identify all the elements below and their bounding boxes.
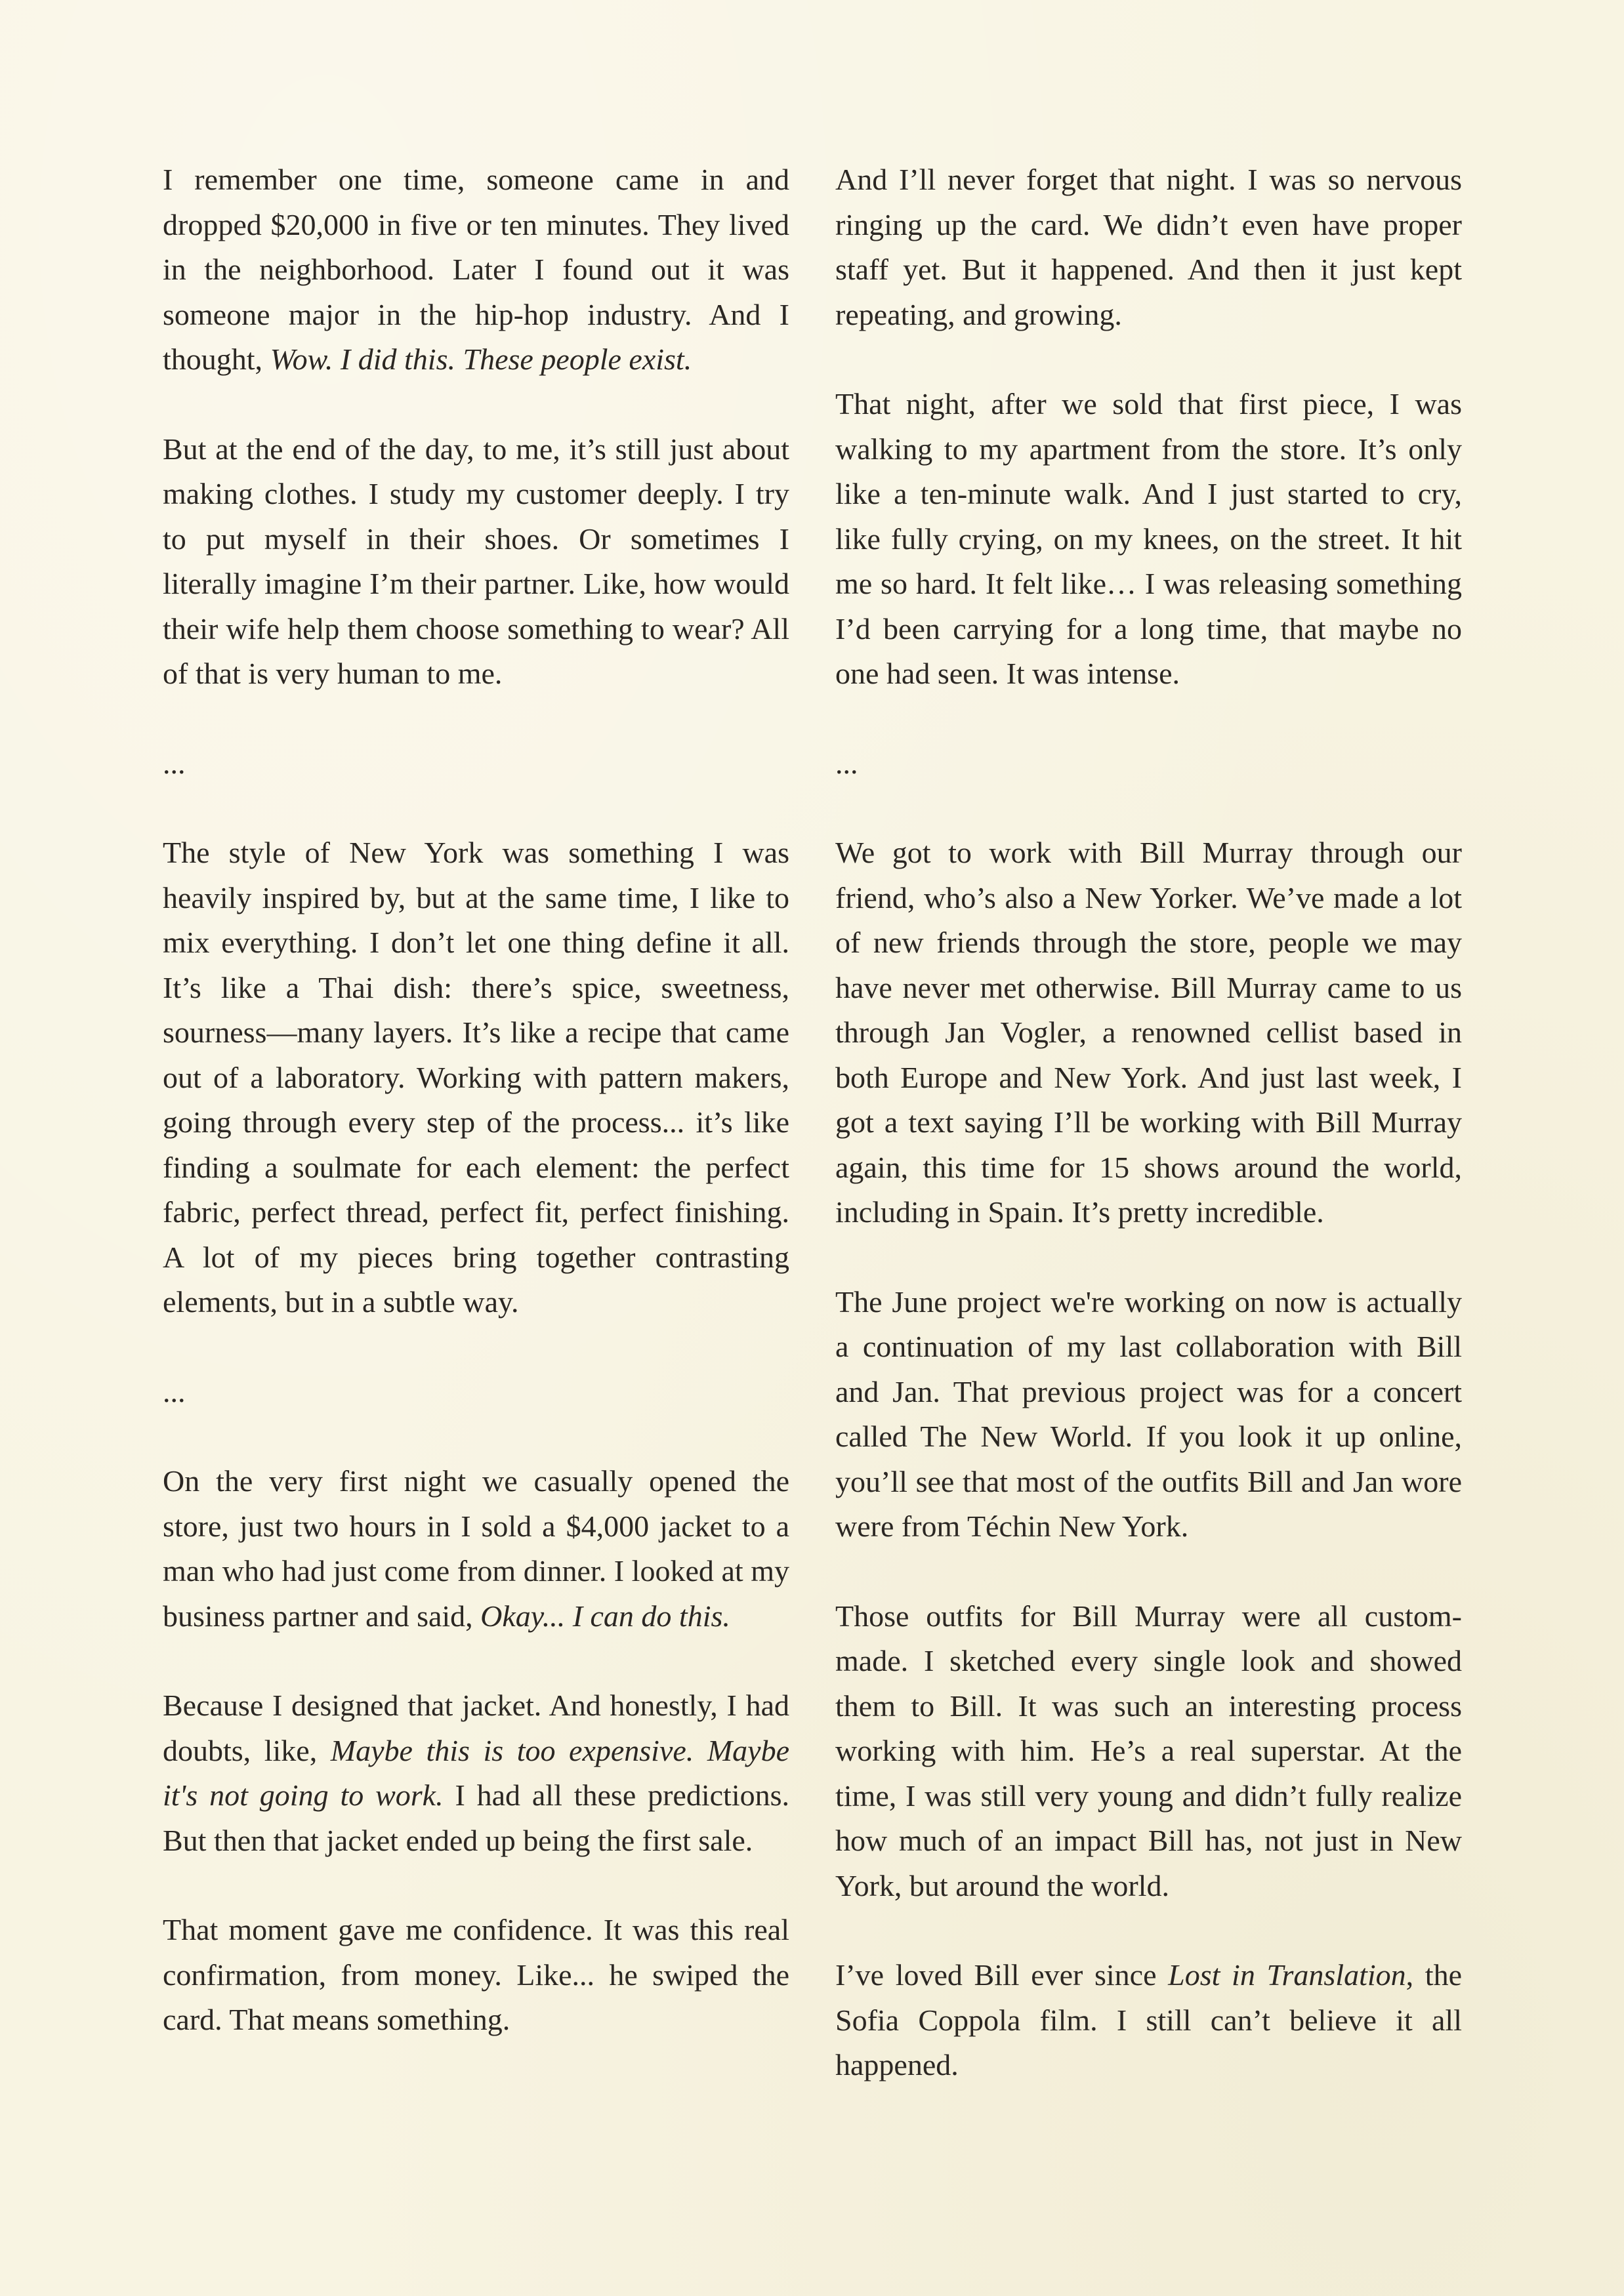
paragraph-text: I’ve loved Bill ever since	[835, 1958, 1169, 1992]
paragraph: And I’ll never forget that night. I was so nervous ringing up the card. We didn’t even have proper staff yet. But it happened. And then it just kept repeating, and growing.	[835, 163, 1462, 331]
paragraph	[163, 1459, 789, 1639]
paragraph: That night, after we sold that first piece, I was walking to my apartment from the store. It’s only like a ten-minute walk. And I just started to cry, like fully crying, on my knees, on the street. It hit me so hard. It felt like… I was releasing something I’d been carrying for a long time, that maybe no one had seen. It was intense.	[835, 387, 1462, 690]
paragraph: We got to work with Bill Murray through our friend, who’s also a New Yorker. We’ve made a lot of new friends through the store, people we may have never met otherwise. Bill Murray came to us through Jan Vogler, a renowned cellist based in both Europe and New York. And just last week, I got a text saying I’ll be working with Bill Murray again, this time for 15 shows around the world, including in Spain. It’s pretty incredible.	[835, 836, 1462, 1229]
left-column	[163, 157, 789, 2087]
paragraph-text: On the very first night we casually opened the store, just two hours in I sold a $4,000 jacket to a man who had just come from dinner. I looked at my business partner and said,	[163, 1464, 789, 1633]
section-break-ellipsis: ...	[163, 1374, 186, 1408]
paragraph	[163, 1683, 789, 1863]
italic-quote: Wow. I did this. These people exist.	[270, 342, 692, 376]
italic-quote: Maybe this is too expensive. Maybe it's not going to work.	[163, 1733, 789, 1812]
paragraph-text: Because I designed that jacket. And honestly, I had doubts, like,	[163, 1689, 789, 1767]
paragraph: That moment gave me confidence. It was this real confirmation, from money. Like... he swiped the card. That means something.	[163, 1913, 789, 2036]
paragraph-text: I remember one time, someone came in and dropped $20,000 in five or ten minutes. They lived in the neighborhood. Later I found out it was someone major in the hip-hop industry. And I thought,	[163, 163, 789, 376]
italic-quote: Okay... I can do this.	[480, 1599, 730, 1633]
paragraph: The June project we're working on now is actually a continuation of my last collaboration with Bill and Jan. That previous project was for a concert called The New World. If you look it up online, you’ll see that most of the outfits Bill and Jan wore were from Téchin New York.	[835, 1284, 1462, 1543]
right-column	[835, 157, 1462, 2133]
section-break-ellipsis: ...	[835, 746, 858, 780]
section-break-ellipsis: ...	[163, 746, 186, 780]
paragraph: But at the end of the day, to me, it’s still just about making clothes. I study my customer deeply. I try to put myself in their shoes. Or sometimes I literally imagine I’m their partner. Like, how would their wife help them choose something to wear? All of that is very human to me.	[163, 432, 789, 690]
paragraph-text: I had all these predictions. But then that jacket ended up being the first sale.	[163, 1778, 789, 1857]
paragraph: The style of New York was something I was heavily inspired by, but at the same time, I like to mix everything. I don’t let one thing define it all. It’s like a Thai dish: there’s spice, sweetness, sourness—many layers. It’s like a recipe that came out of a laboratory. Working with pattern makers, going through every step of the process... it’s like finding a soulmate for each element: the perfect fabric, perfect thread, perfect fit, perfect finishing. A lot of my pieces bring together contrasting elements, but in a subtle way.	[163, 836, 789, 1319]
paragraph: Those outfits for Bill Murray were all custom-made. I sketched every single look and showed them to Bill. It was such an interesting process working with him. He’s a real superstar. At the time, I was still very young and didn’t fully realize how much of an impact Bill has, not just in New York, but around the world.	[835, 1599, 1462, 1902]
paragraph-text: , the Sofia Coppola film. I still can’t believe it all happened.	[835, 1958, 1462, 2081]
paragraph	[835, 1953, 1462, 2088]
paragraph	[163, 157, 789, 382]
film-title: Lost in Translation	[1168, 1958, 1406, 1992]
